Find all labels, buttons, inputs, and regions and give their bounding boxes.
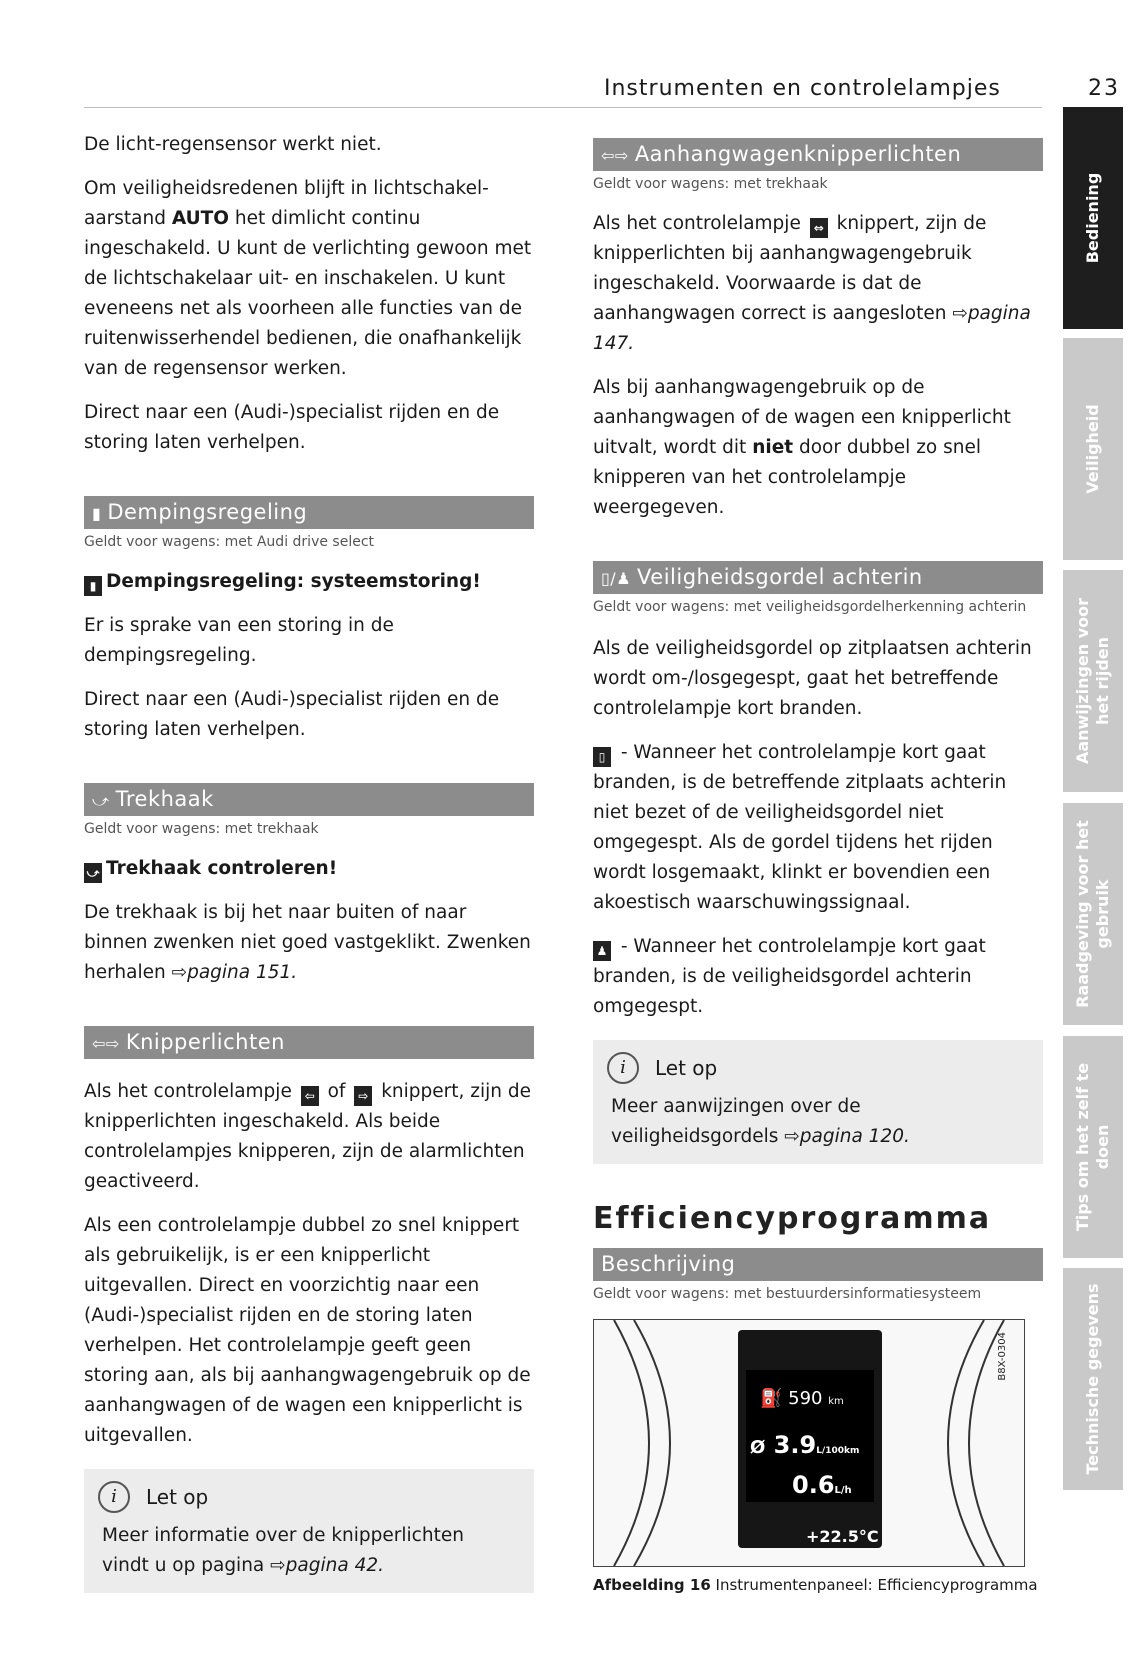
applies-towbar: Geldt voor wagens: met trekhaak xyxy=(84,821,319,837)
page-number: 23 xyxy=(1088,76,1120,101)
intro-paragraph-2: Om veiligheidsredenen blijft in lichtschakelaarstand AUTO het dimlicht continu ingeschakeld. U kunt de verlichting gewoon met de lichtschakelaar uit- en inschakelen. U kunt eveneens net als voorheen alle functies van de ruitenwisserhendel bedienen, die onafhankelijk van de regensensor werken. xyxy=(84,178,532,379)
outside-temperature: +22.5°C xyxy=(806,1527,879,1546)
seatbelt-fastened-icon: ♟ xyxy=(593,941,611,961)
damping-paragraph-1: Er is sprake van een storing in de dempingsregeling. xyxy=(84,615,394,666)
current-consumption-readout: 0.6L/h xyxy=(792,1471,852,1499)
seatbelt-paragraph-2: ▯ - Wanneer het controlelampje kort gaat branden, is de betreffende zitplaats achterin niet bezet of de veiligheidsgordel niet omgegespt. Als de gordel tijdens het rijden wordt losgemaakt, klinkt er bovendien een akoestisch waarschuwingssignaal. xyxy=(593,742,1007,913)
towbar-message: ⤻ Trekhaak controleren! xyxy=(84,854,534,884)
side-tab-bediening[interactable]: Bediening xyxy=(1063,107,1123,329)
indicators-paragraph-1: Als het controlelampje ⇦ of ⇨ knippert, zijn de knipperlichten ingeschakeld. Als beide controlelampjes knipperen, zijn de alarmlichten geactiveerd. xyxy=(84,1081,531,1192)
figure-code: B8X-0304 xyxy=(997,1332,1008,1381)
note-text: Meer aanwijzingen over de veiligheidsgordels ⇨pagina 120. xyxy=(611,1096,910,1147)
section-bar-damping: ▮ Dempingsregeling xyxy=(84,496,534,529)
applies-efficiency: Geldt voor wagens: met bestuurdersinformatiesysteem xyxy=(593,1286,982,1302)
damping-paragraph-2: Direct naar een (Audi-)specialist rijden en de storing laten verhelpen. xyxy=(84,689,500,740)
towbar-paragraph: De trekhaak is bij het naar buiten of naar binnen zwenken niet goed vastgeklikt. Zwenken herhalen ⇨pagina 151. xyxy=(84,902,531,983)
trailer-paragraph-1: Als het controlelampje ⇔ knippert, zijn de knipperlichten bij aanhangwagengebruik ingeschakeld. Voorwaarde is dat de aanhangwagen correct is aangesloten ⇨pagina 147. xyxy=(593,213,1031,354)
damping-message: ▮ Dempingsregeling: systeemstoring! xyxy=(84,567,534,597)
intro-paragraph-3: Direct naar een (Audi-)specialist rijden en de storing laten verhelpen. xyxy=(84,402,500,453)
towbar-warning-icon: ⤻ xyxy=(84,863,102,883)
section-bar-towbar: ⤻ Trekhaak xyxy=(84,783,534,816)
note-seatbelt xyxy=(593,1040,1043,1164)
seat-unoccupied-icon: ▯ xyxy=(593,747,611,767)
towbar-icon: ⤻ xyxy=(92,791,110,810)
damping-icon: ▮ xyxy=(92,504,102,523)
note-title: Let op xyxy=(655,1056,718,1080)
applies-damping: Geldt voor wagens: met Audi drive select xyxy=(84,534,375,550)
applies-trailer: Geldt voor wagens: met trekhaak xyxy=(593,176,828,192)
fuel-pump-icon: ⛽ xyxy=(760,1388,783,1409)
driver-info-display xyxy=(738,1330,882,1548)
side-tab-tips[interactable]: Tips om het zelf te doen xyxy=(1063,1036,1123,1258)
info-icon: i xyxy=(98,1481,130,1513)
indicators-paragraph-2: Als een controlelampje dubbel zo snel knippert als gebruikelijk, is er een knipperlicht uitgevallen. Direct en voorzichtig naar een (Audi-)specialist rijden en de storing laten verhelpen. Het controlelampje geeft geen storing aan, als bij aanhangwagengebruik op de aanhangwagen of de wagen een knipperlicht is uitgevallen. xyxy=(84,1215,531,1446)
section-bar-trailer: ⇦⇨ Aanhangwagenknipperlichten xyxy=(593,138,1043,171)
efficiency-heading: Efficiencyprogramma xyxy=(593,1201,992,1236)
section-bar-description: Beschrijving xyxy=(593,1248,1043,1281)
instrument-panel-figure xyxy=(593,1319,1025,1567)
info-icon: i xyxy=(607,1052,639,1084)
applies-seatbelt: Geldt voor wagens: met veiligheidsgordelherkenning achterin xyxy=(593,599,1027,615)
seatbelt-paragraph-3: ♟ - Wanneer het controlelampje kort gaat branden, is de veiligheidsgordel achterin omgegespt. xyxy=(593,936,986,1017)
trailer-paragraph-2: Als bij aanhangwagengebruik op de aanhangwagen of de wagen een knipperlicht uitvalt, wordt dit niet door dubbel zo snel knipperen van het controlelampje weergegeven. xyxy=(593,377,1011,518)
right-indicator-icon: ⇨ xyxy=(354,1086,372,1106)
page-header-title: Instrumenten en controlelampjes xyxy=(604,76,1001,101)
trailer-lamp-icon: ⇔ xyxy=(810,218,828,238)
range-readout: ⛽ 590 km xyxy=(760,1388,844,1409)
note-title: Let op xyxy=(146,1485,209,1509)
right-column xyxy=(593,100,1043,1597)
seatbelt-paragraph-1: Als de veiligheidsgordel op zitplaatsen achterin wordt om-/losgegespt, gaat het betreffende controlelampje kort branden. xyxy=(593,638,1032,719)
side-tab-veiligheid[interactable]: Veiligheid xyxy=(1063,338,1123,560)
intro-paragraph-1: De licht-regensensor werkt niet. xyxy=(84,134,382,155)
side-tab-raadgeving[interactable]: Raadgeving voor het gebruik xyxy=(1063,803,1123,1025)
note-text: Meer informatie over de knipperlichten vindt u op pagina ⇨pagina 42. xyxy=(102,1525,464,1576)
note-indicators xyxy=(84,1469,534,1593)
trailer-indicator-icon: ⇦⇨ xyxy=(601,146,629,165)
section-bar-seatbelt: ▯/♟ Veiligheidsgordel achterin xyxy=(593,561,1043,594)
damping-warning-icon: ▮ xyxy=(84,576,102,596)
section-bar-indicators: ⇦⇨ Knipperlichten xyxy=(84,1026,534,1059)
side-tab-aanwijzingen[interactable]: Aanwijzingen voor het rijden xyxy=(1063,570,1123,792)
figure-caption: Afbeelding 16 Instrumentenpaneel: Efficiencyprogramma xyxy=(593,1576,1038,1594)
left-indicator-icon: ⇦ xyxy=(301,1086,319,1106)
indicator-arrows-icon: ⇦⇨ xyxy=(92,1034,120,1053)
left-column xyxy=(84,130,534,1593)
seatbelt-icon: ▯/♟ xyxy=(601,569,632,588)
average-consumption-readout: Ø 3.9L/100km xyxy=(750,1431,860,1459)
side-tab-technische-gegevens[interactable]: Technische gegevens xyxy=(1063,1268,1123,1490)
